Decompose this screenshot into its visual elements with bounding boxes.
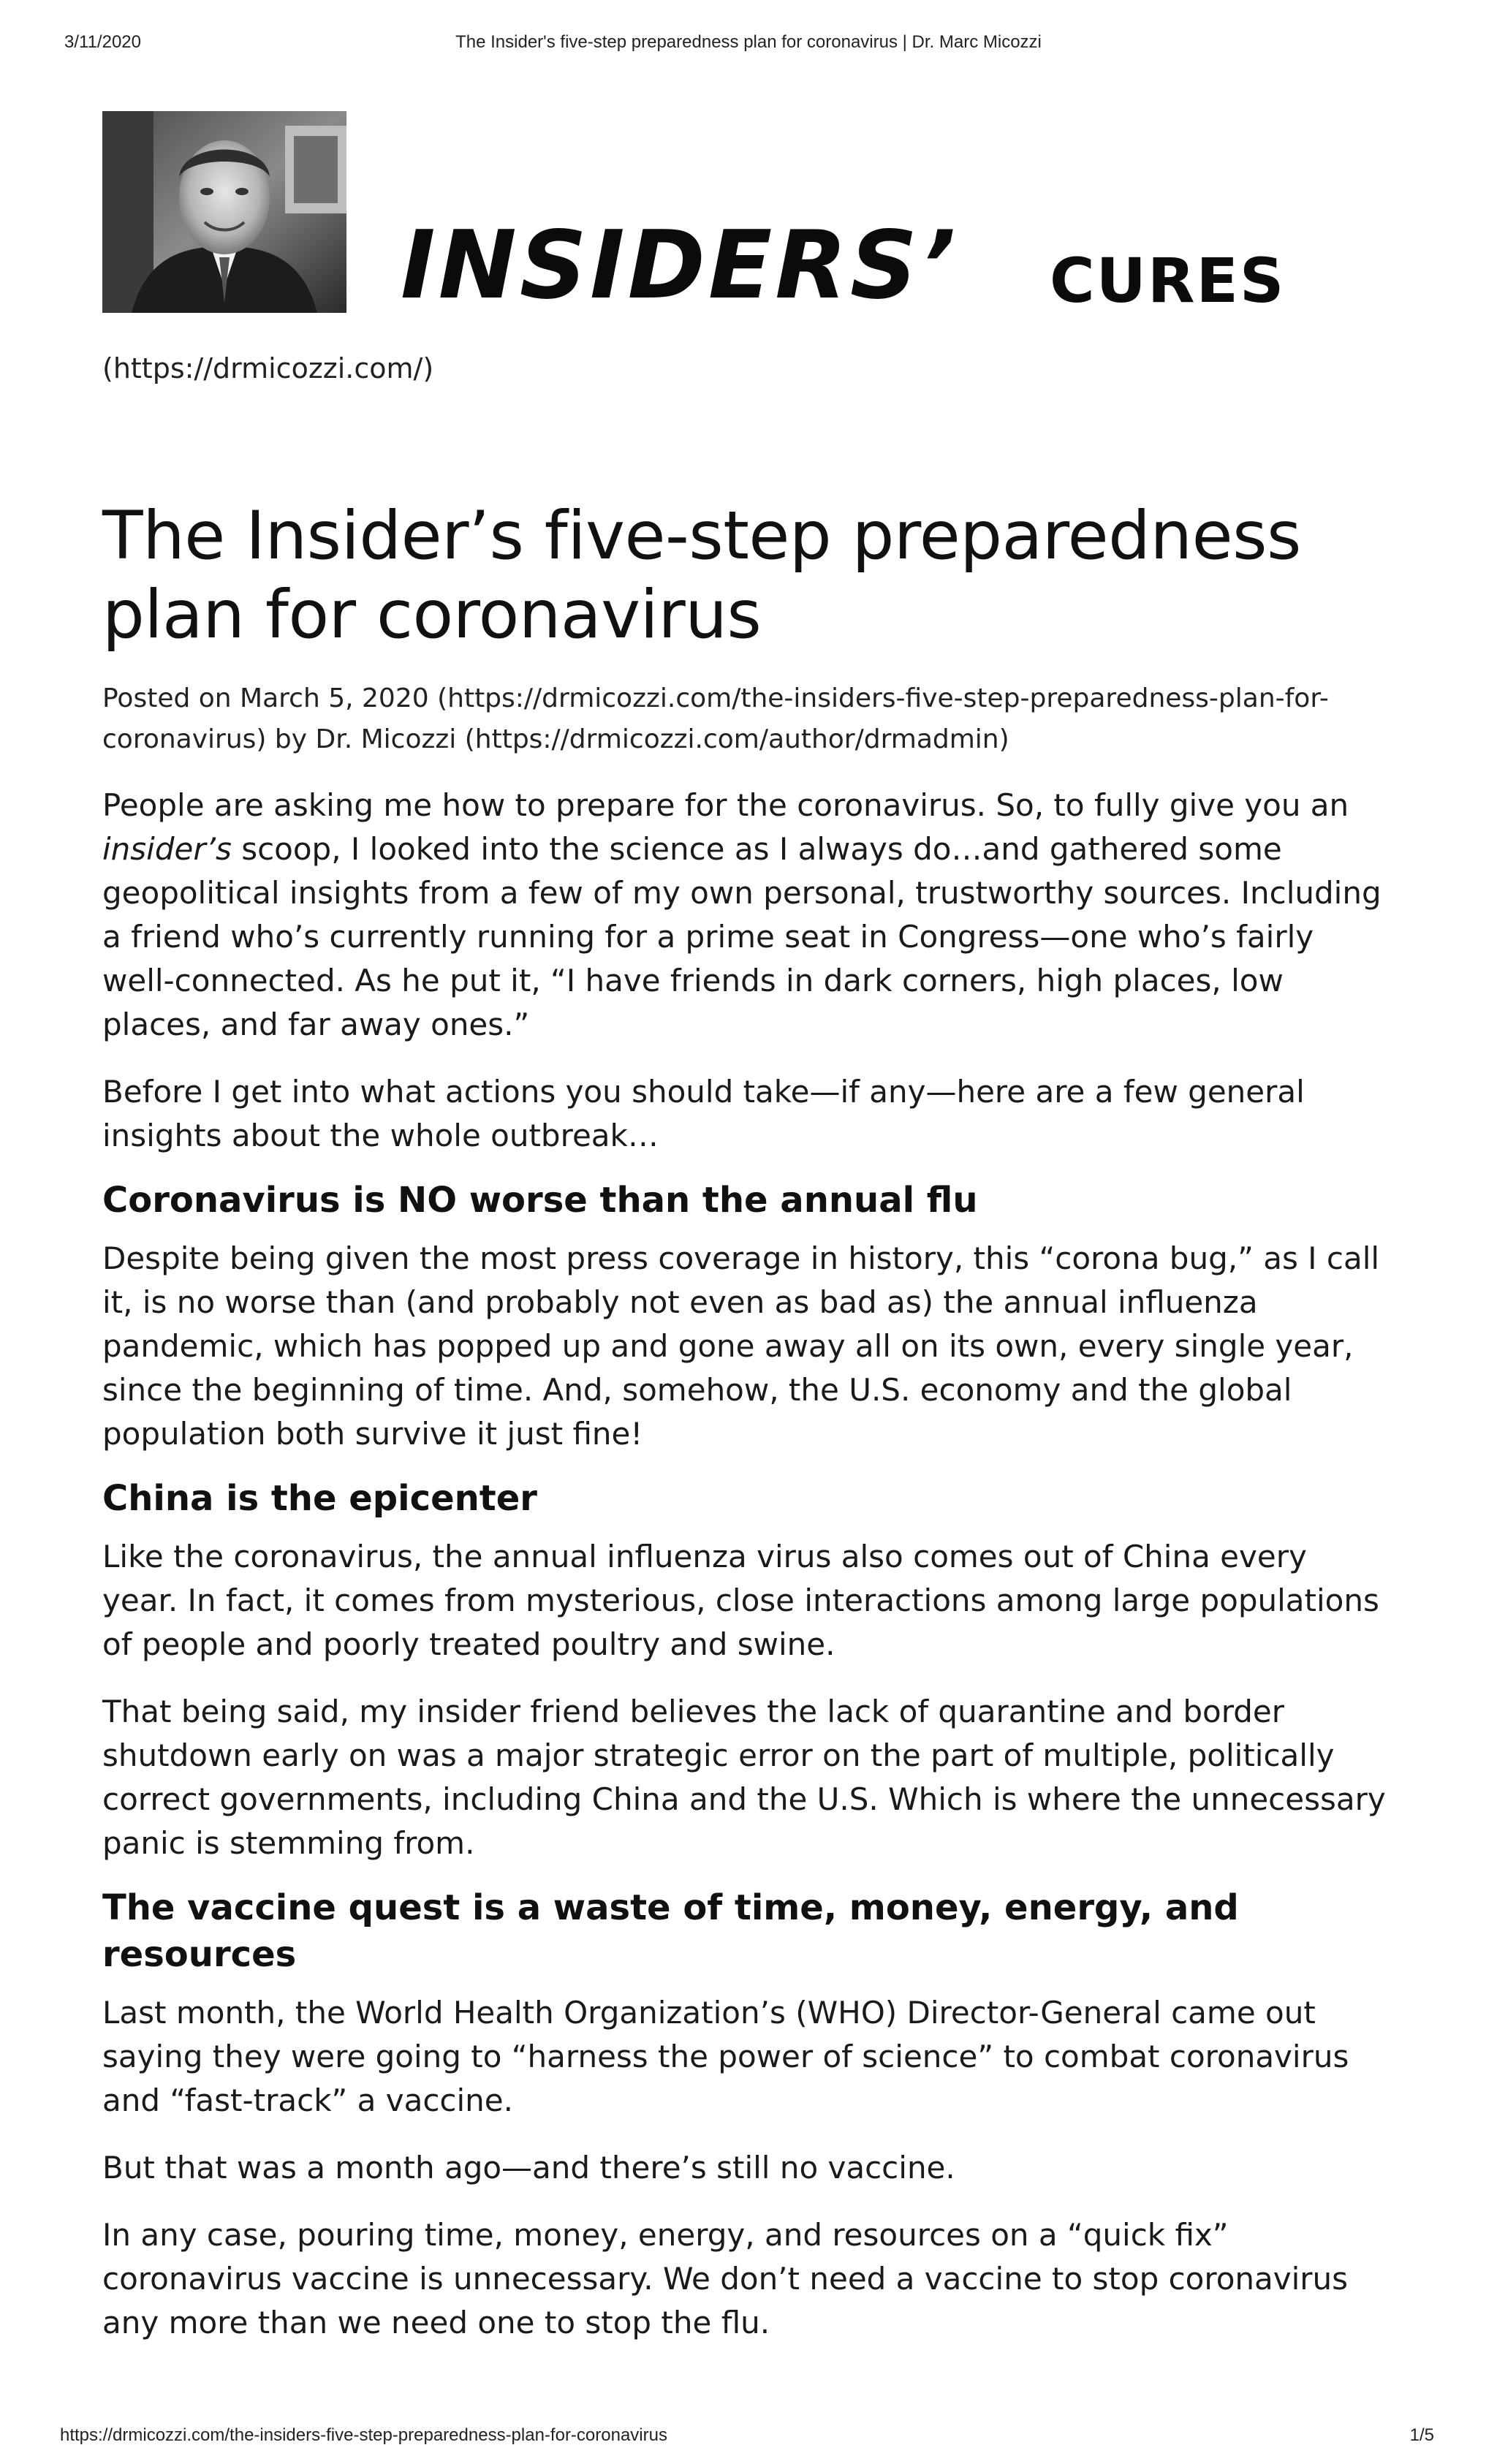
article-title: The Insider’s five-step preparedness plan for coronavirus xyxy=(102,498,1301,653)
heading-china-epicenter: China is the epicenter xyxy=(102,1478,537,1519)
logo-word-cures: CURES xyxy=(1050,245,1286,316)
paragraph-flu-comparison: Despite being given the most press coverage in history, this “corona bug,” as I call it, is no worse than (and probably not even as bad as) the annual influenza pandemic, which has popped up and gone away all on its own, every single year, since the beginning of time. And, somehow, the U.S. economy and the global population both survive it just fine! xyxy=(102,1240,1380,1452)
paragraph-quarantine-error: That being said, my insider friend believes the lack of quarantine and border shutdown early on was a major strategic error on the part of multiple, politically correct governments, including China and the U.S. Which is where the unnecessary panic is stemming from. xyxy=(102,1694,1386,1861)
print-date: 3/11/2020 xyxy=(64,32,141,52)
article xyxy=(102,497,1389,2345)
paragraph-intro-b: scoop, I looked into the science as I always do…and gathered some geopolitical insights from a few of my own personal, trustworthy sources. Including a friend who’s currently running for a prime seat in Congress—one who’s fairly well-connected. As he put it, “I have friends in dark corners, high places, low places, and far away ones.” xyxy=(102,831,1382,1042)
paragraph-intro-emphasis: insider’s xyxy=(102,831,232,867)
print-page-number: 1/5 xyxy=(1409,2425,1434,2445)
logo-word-insiders: INSIDERS’ xyxy=(401,211,959,320)
article-byline[interactable]: Posted on March 5, 2020 (https://drmicozzi.com/the-insiders-five-step-preparedness-plan-for-coronavirus) by Dr. Micozzi (https://drmicozzi.com/author/drmadmin) xyxy=(102,683,1329,754)
paragraph-who-vaccine: Last month, the World Health Organization’s (WHO) Director-General came out saying they were going to “harness the power of science” to combat coronavirus and “fast-track” a vaccine. xyxy=(102,1995,1349,2118)
paragraph-intro-a: People are asking me how to prepare for the coronavirus. So, to fully give you an xyxy=(102,787,1349,823)
site-logo-wordmark[interactable] xyxy=(401,211,1395,322)
paragraph-vaccine-unnecessary: In any case, pouring time, money, energy, and resources on a “quick fix” coronavirus vaccine is unnecessary. We don’t need a vaccine to stop coronavirus any more than we need one to stop the flu. xyxy=(102,2217,1349,2340)
paragraph-insights: Before I get into what actions you should take—if any—here are a few general insights about the whole outbreak… xyxy=(102,1074,1305,1153)
paragraph-no-vaccine-yet: But that was a month ago—and there’s still no vaccine. xyxy=(102,2150,955,2186)
paragraph-china-origin: Like the coronavirus, the annual influenza virus also comes out of China every year. In fact, it comes from mysterious, close interactions among large populations of people and poorly treated poultry and swine. xyxy=(102,1539,1379,1662)
paragraph-intro xyxy=(102,784,1389,1047)
heading-no-worse-than-flu: Coronavirus is NO worse than the annual flu xyxy=(102,1180,978,1221)
print-title: The Insider's five-step preparedness plan for coronavirus | Dr. Marc Micozzi xyxy=(455,32,1042,52)
heading-vaccine-quest: The vaccine quest is a waste of time, money, energy, and resources xyxy=(102,1887,1239,1975)
author-portrait-image xyxy=(102,111,346,313)
author-photo[interactable] xyxy=(102,111,346,313)
home-link[interactable]: (https://drmicozzi.com/) xyxy=(102,352,434,384)
print-url: https://drmicozzi.com/the-insiders-five-step-preparedness-plan-for-coronavirus xyxy=(60,2425,667,2445)
